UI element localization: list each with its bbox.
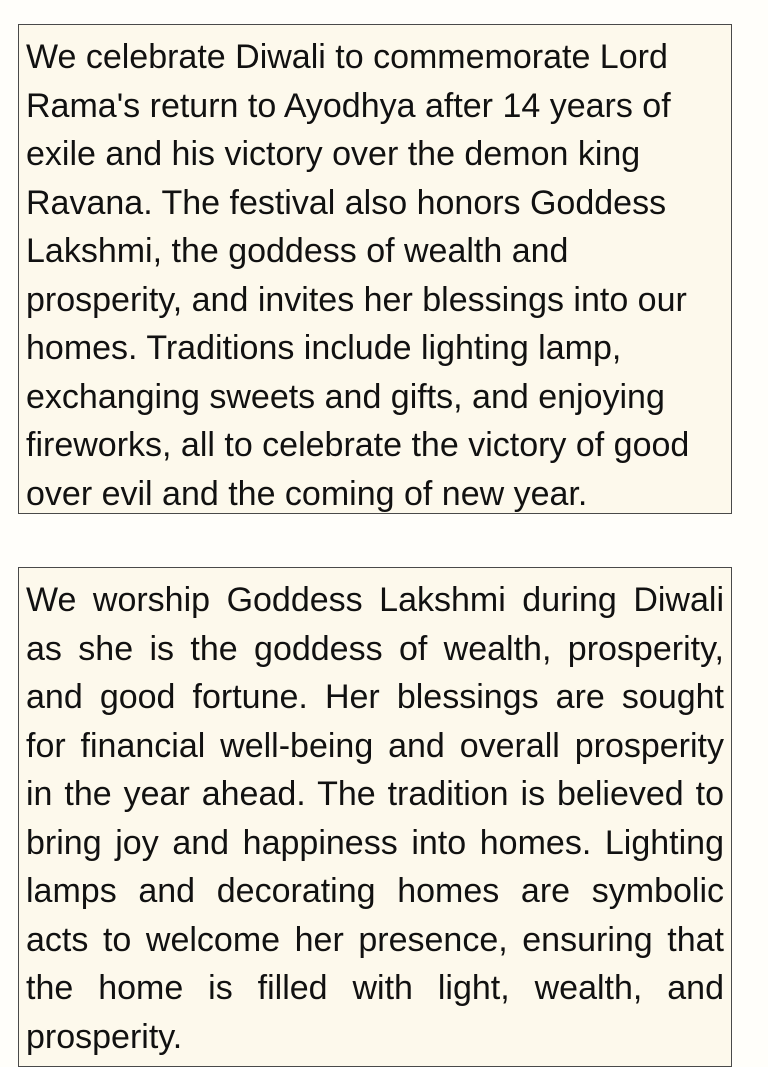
diwali-celebration-text-box [18,24,732,514]
lakshmi-worship-paragraph: We worship Goddess Lakshmi during Diwali as she is the goddess of wealth, prosperity, and good fortune. Her blessings are sought for financial well-being and overall prosperity in the year ahead. The tradition is believed to bring joy and happiness into homes. Lighting lamps and decorating homes are symbolic acts to welcome her presence, ensuring that the home is filled with light, wealth, and prosperity. [26,581,724,1056]
lakshmi-worship-text-box [18,567,732,1067]
diwali-celebration-paragraph: We celebrate Diwali to commemorate Lord Rama's return to Ayodhya after 14 years of exile and his victory over the demon king Ravana. The festival also honors Goddess Lakshmi, the goddess of wealth and prosperity, and invites her blessings into our homes. Traditions include lighting lamp, exchanging sweets and gifts, and enjoying fireworks, all to celebrate the victory of good over evil and the coming of new year. [26,38,690,513]
